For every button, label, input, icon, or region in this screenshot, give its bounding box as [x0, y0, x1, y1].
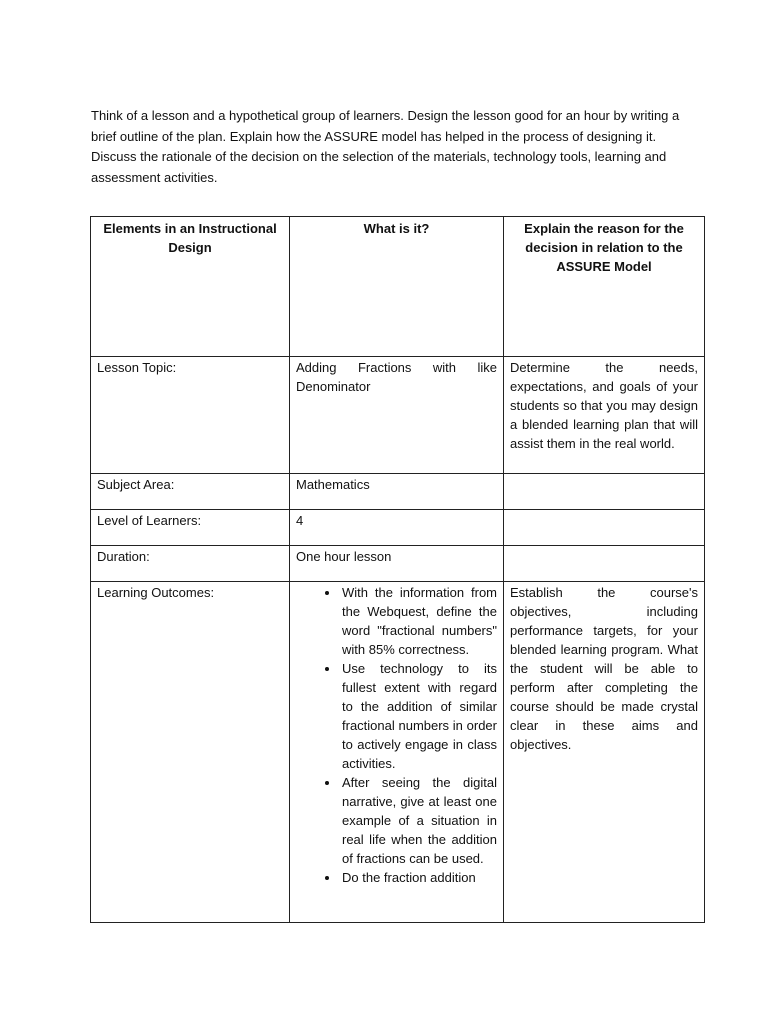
lesson-topic-value: Adding Fractions with like Denominator: [290, 357, 504, 474]
list-item: • With the information from the Webquest, define the word "fractional numbers" with 85% correctness.: [340, 583, 497, 659]
list-item: • After seeing the digital narrative, give at least one example of a situation in real life when the addition of fractions can be used.: [340, 773, 497, 868]
learning-outcomes-cell: [290, 582, 504, 923]
table-row: [91, 582, 705, 923]
level-of-learners-value: 4: [290, 510, 504, 546]
level-of-learners-reason: [504, 510, 705, 546]
header-row: [91, 217, 705, 357]
header-what-is-it: What is it?: [290, 217, 504, 357]
duration-reason: [504, 546, 705, 582]
assignment-instructions: Think of a lesson and a hypothetical group of learners. Design the lesson good for an hour by writing a brief outline of the plan. Explain how the ASSURE model has helped in the process of designing it. Discuss the rationale of the decision on the selection of the materials, technology tools, learning and assessment activities.: [91, 108, 680, 185]
header-reason: Explain the reason for the decision in relation to the ASSURE Model: [504, 217, 705, 357]
table-row: [91, 357, 705, 474]
subject-area-value: Mathematics: [290, 474, 504, 510]
duration-label: Duration:: [91, 546, 290, 582]
learning-outcomes-reason: Establish the course's objectives, including performance targets, for your blended learning program. What the student will be able to perform after completing the course should be made crystal clear in these aims and objectives.: [504, 582, 705, 923]
table-row: [91, 546, 705, 582]
learning-outcomes-list: [296, 583, 497, 887]
duration-value: One hour lesson: [290, 546, 504, 582]
subject-area-label: Subject Area:: [91, 474, 290, 510]
instructional-design-table: [90, 216, 705, 923]
header-elements: Elements in an Instructional Design: [91, 217, 290, 357]
table-row: [91, 474, 705, 510]
learning-outcomes-label: Learning Outcomes:: [91, 582, 290, 923]
lesson-topic-label: Lesson Topic:: [91, 357, 290, 474]
table-row: [91, 510, 705, 546]
list-item: • Use technology to its fullest extent with regard to the addition of similar fractional numbers in order to actively engage in class activities.: [340, 659, 497, 773]
lesson-topic-reason: Determine the needs, expectations, and goals of your students so that you may design a blended learning plan that will assist them in the real world.: [504, 357, 705, 474]
subject-area-reason: [504, 474, 705, 510]
level-of-learners-label: Level of Learners:: [91, 510, 290, 546]
list-item: • Do the fraction addition: [340, 868, 497, 887]
